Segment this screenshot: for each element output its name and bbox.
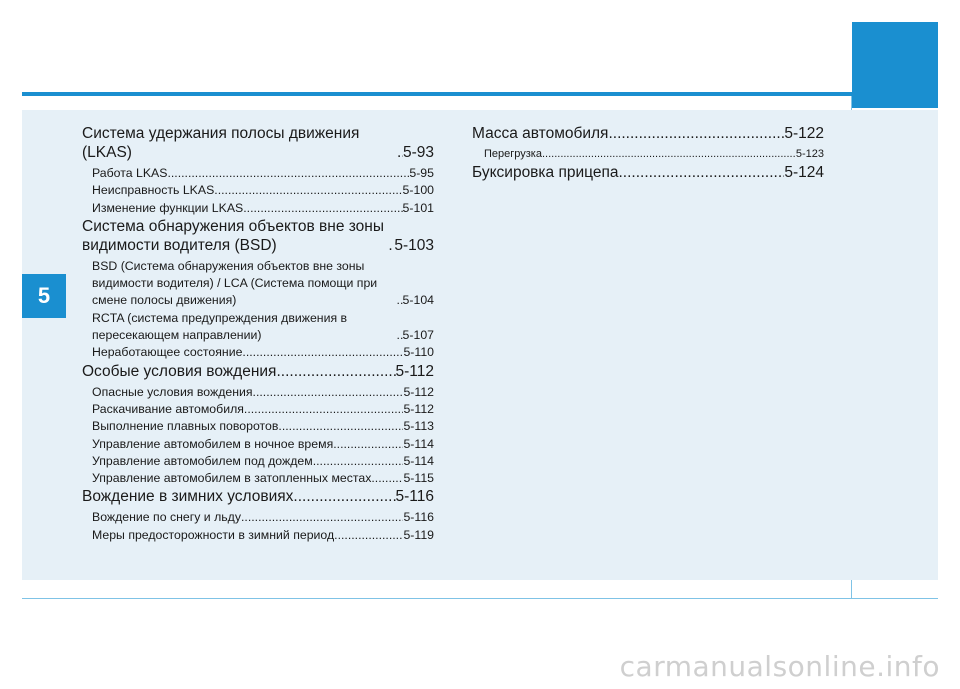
toc-entry-title: Перегрузка xyxy=(484,148,542,160)
toc-entry-title: Буксировка прицепа xyxy=(472,164,619,181)
toc-entry-page: 5-116 xyxy=(403,510,434,525)
toc-entry-page: 5-93 xyxy=(402,144,434,161)
toc-entry[interactable] xyxy=(82,310,434,345)
toc-leader-dots xyxy=(241,509,403,526)
chapter-tab: 5 xyxy=(22,274,66,318)
toc-leader-dots xyxy=(278,418,403,435)
toc-entry-title: Раскачивание автомобиля xyxy=(92,401,244,416)
toc-entry-page: 5-122 xyxy=(784,125,824,142)
top-rule xyxy=(22,92,852,96)
toc-entry-title: Управление автомобилем в затопленных местах xyxy=(92,471,372,486)
toc-entry[interactable] xyxy=(82,487,434,506)
toc-entry[interactable] xyxy=(82,509,434,526)
toc-entry-page: 5-114 xyxy=(403,436,434,451)
toc-entry-title: Изменение функции LKAS xyxy=(92,200,244,215)
toc-leader-dots xyxy=(276,362,395,381)
toc-entry-page: 5-115 xyxy=(403,471,434,486)
toc-entry[interactable] xyxy=(472,146,824,163)
toc-leader-dots xyxy=(313,453,404,470)
toc-entry[interactable] xyxy=(82,470,434,487)
toc-entry[interactable] xyxy=(82,344,434,361)
toc-entry-page: 5-113 xyxy=(403,419,434,434)
toc-entry-page: 5-107 xyxy=(402,328,434,343)
toc-entry-page: 5-95 xyxy=(409,166,434,180)
toc-entry-page: 5-123 xyxy=(795,148,824,160)
toc-entry-title: Вождение по снегу и льду xyxy=(92,510,241,525)
toc-entry[interactable] xyxy=(82,165,434,182)
toc-entry[interactable] xyxy=(82,527,434,544)
toc-entry[interactable] xyxy=(82,436,434,453)
toc-leader-dots xyxy=(333,436,403,453)
toc-entry[interactable] xyxy=(82,384,434,401)
toc-entry-title: Вождение в зимних условиях xyxy=(82,488,294,506)
bottom-rule xyxy=(22,598,938,599)
toc-entry[interactable] xyxy=(82,217,434,255)
toc-leader-dots xyxy=(167,165,409,182)
toc-entry[interactable] xyxy=(82,200,434,217)
toc-entry-title: BSD (Система обнаружения объектов вне зоны видимости водителя) / LCA (Система помощи при смене полосы движения) xyxy=(92,258,378,308)
toc-entry[interactable] xyxy=(82,362,434,381)
toc-entry-page: 5-112 xyxy=(403,384,434,399)
toc-entry-title: Управление автомобилем в ночное время xyxy=(92,436,334,451)
toc-entry-page: 5-124 xyxy=(784,164,824,181)
toc-entry-page: 5-119 xyxy=(403,527,434,542)
toc-entry-title: Управление автомобилем под дождем xyxy=(92,453,313,468)
toc-entry[interactable] xyxy=(82,401,434,418)
toc-column-right xyxy=(472,124,824,185)
toc-leader-dots xyxy=(242,344,403,361)
toc-entry-title: Масса автомобиля xyxy=(472,125,609,142)
toc-entry-title: Опасные условия вождения xyxy=(92,384,253,399)
toc-entry-page: 5-104 xyxy=(402,293,434,308)
toc-leader-dots xyxy=(243,200,402,217)
toc-entry-page: 5-116 xyxy=(395,488,434,506)
toc-entry-page: 5-110 xyxy=(403,345,434,360)
toc-entry[interactable] xyxy=(472,163,824,182)
toc-leader-dots xyxy=(253,384,404,401)
toc-entry-title: Выполнение плавных поворотов xyxy=(92,419,279,434)
toc-entry[interactable] xyxy=(82,453,434,470)
corner-block xyxy=(852,22,938,108)
toc-entry-title: Неработающее состояние xyxy=(92,345,243,360)
toc-entry-title: Работа LKAS xyxy=(92,166,168,180)
toc-entry-page: 5-114 xyxy=(403,453,434,468)
toc-leader-dots xyxy=(214,182,402,199)
watermark: carmanualsonline.info xyxy=(619,650,940,683)
toc-leader-dots xyxy=(608,124,784,143)
toc-entry-title: Система обнаружения объектов вне зоны видимости водителя (BSD) xyxy=(82,217,384,254)
toc-leader-dots xyxy=(334,527,403,544)
toc-leader-dots xyxy=(371,470,403,487)
toc-entry[interactable] xyxy=(472,124,824,143)
toc-entry-title: Неисправность LKAS xyxy=(92,183,215,198)
toc-entry-page: 5-112 xyxy=(403,401,434,416)
toc-entry-page: 5-101 xyxy=(402,200,434,215)
toc-entry-page: 5-103 xyxy=(394,236,434,254)
toc-entry[interactable] xyxy=(82,258,434,310)
toc-leader-dots xyxy=(618,163,784,182)
toc-column-left xyxy=(82,124,434,544)
toc-entry-title: Система удержания полосы движения (LKAS) xyxy=(82,125,360,161)
toc-leader-dots xyxy=(244,401,404,418)
toc-entry-title: Меры предосторожности в зимний период xyxy=(92,527,335,542)
toc-entry-title: RCTA (система предупреждения движения в пересекающем направлении) xyxy=(92,310,348,343)
toc-entry[interactable] xyxy=(82,418,434,435)
toc-entry-page: 5-100 xyxy=(402,183,434,198)
toc-entry[interactable] xyxy=(82,182,434,199)
toc-entry[interactable] xyxy=(82,124,434,162)
toc-entry-title: Особые условия вождения xyxy=(82,362,277,380)
toc-entry-page: 5-112 xyxy=(395,362,434,380)
toc-leader-dots xyxy=(293,487,395,506)
toc-leader-dots xyxy=(542,146,796,163)
